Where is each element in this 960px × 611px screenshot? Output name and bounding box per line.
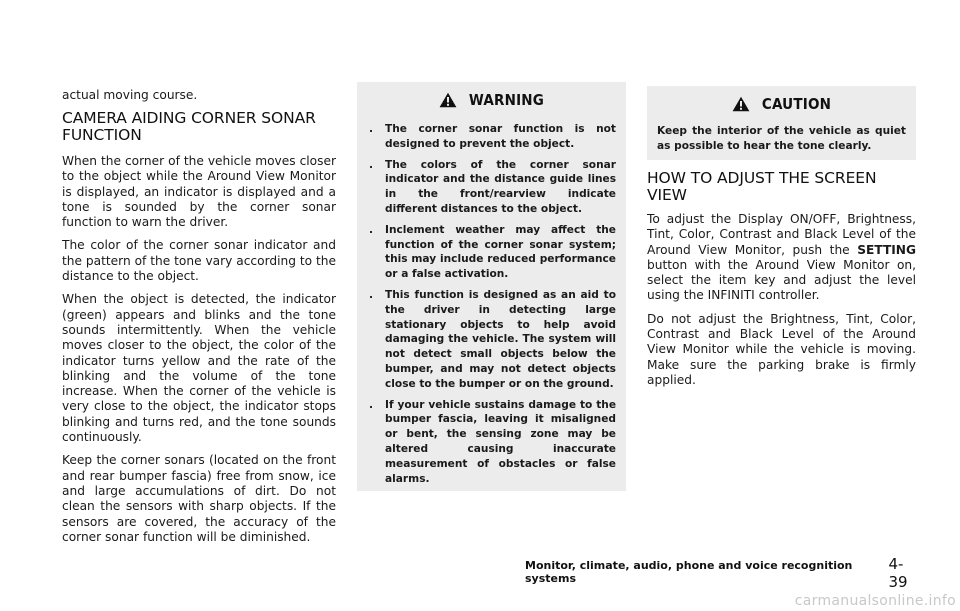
warning-item-text: Inclement weather may affect the function of the corner sonar system; this may include reduced performance or a false activation. (385, 223, 616, 281)
bullet: . (369, 288, 374, 301)
bullet: . (369, 398, 374, 411)
list-item (369, 158, 616, 217)
warning-list (369, 122, 616, 486)
paragraph (647, 212, 916, 304)
list-item (369, 122, 616, 152)
warning-triangle-icon (439, 92, 457, 108)
warning-triangle-icon (732, 96, 750, 112)
list-item (369, 223, 616, 282)
text-run: button with the Around View Monitor on, select the item key and adjust the level using the INFINITI controller. (647, 257, 916, 303)
page-footer (525, 555, 920, 591)
page-number: 4-39 (888, 555, 908, 591)
caution-box (647, 86, 916, 160)
corner-sonar-section (62, 110, 336, 553)
lead-text: actual moving course. (62, 88, 198, 102)
warning-item-text: The corner sonar function is not designed to prevent the object. (385, 123, 616, 150)
caution-title: CAUTION (761, 95, 832, 113)
paragraph: When the object is detected, the indicator (green) appears and blinks and the tone sounds intermittently. When the vehicle moves closer to the object, the color of the indicator turns yellow and the rate of the blinking and the volume of the tone increase. When the corner of the vehicle is very close to the object, the indicator stops blinking and turns red, and the tone sounds continuously. (62, 292, 336, 445)
caution-text: Keep the interior of the vehicle as quiet as possible to hear the tone clearly. (657, 125, 906, 152)
paragraph: When the corner of the vehicle moves closer to the object while the Around View Monitor is displayed, an indicator is displayed and a tone is sounded by the corner sonar function to warn the driver. (62, 154, 336, 230)
bullet: . (369, 223, 374, 236)
warning-item-text: If your vehicle sustains damage to the bumper fascia, leaving it misaligned or bent, the sensing zone may be altered causing inaccurate measurement of obstacles or false alarms. (385, 398, 616, 485)
warning-box (357, 82, 626, 491)
paragraph: The color of the corner sonar indicator and the pattern of the tone vary according to the distance to the object. (62, 238, 336, 284)
list-item (369, 288, 616, 392)
section-title-corner-sonar: CAMERA AIDING CORNER SONAR FUNCTION (62, 109, 316, 144)
warning-item-text: The colors of the corner sonar indicator and the distance guide lines in the front/rearview indicate different distances to the object. (385, 158, 616, 215)
chapter-title: Monitor, climate, audio, phone and voice recognition systems (525, 559, 853, 585)
paragraph: Keep the corner sonars (located on the front and rear bumper fascia) free from snow, ice and large accumulations of dirt. Do not clean the sensors with sharp objects. If the sensors are covered, the accuracy of the corner sonar function will be diminished. (62, 453, 336, 544)
setting-keyword: SETTING (857, 242, 916, 257)
watermark: carmanualsonline.info (794, 593, 956, 609)
bullet: . (369, 123, 374, 135)
adjust-screen-paragraphs (647, 212, 916, 388)
section-title-adjust-screen: HOW TO ADJUST THE SCREEN VIEW (647, 169, 877, 204)
warning-item-text: This function is designed as an aid to the driver in detecting large stationary objects to help avoid damaging the vehicle. The system will not detect small objects below the bumper, and may not detect objects close to the bumper or on the ground. (385, 288, 616, 390)
text-run: To adjust the Display ON/OFF, Brightness, Tint, Color, Contrast and Black Level of the Around View Monitor, push the (647, 212, 916, 257)
warning-header (357, 82, 626, 118)
corner-sonar-paragraphs (62, 154, 336, 545)
adjust-screen-section (647, 170, 916, 396)
bullet: . (369, 158, 374, 171)
caution-header (647, 86, 916, 122)
warning-title: WARNING (468, 91, 545, 109)
paragraph: Do not adjust the Brightness, Tint, Color, Contrast and Black Level of the Around View Monitor while the vehicle is moving. Make sure the parking brake is firmly applied. (647, 311, 916, 387)
list-item (369, 398, 616, 487)
